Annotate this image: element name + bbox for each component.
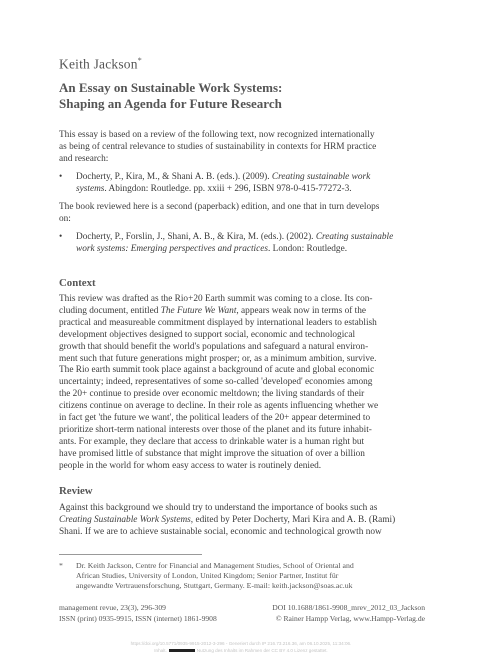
paragraph-span: cluding document, entitled: [59, 305, 161, 316]
reference-line: [76, 184, 425, 196]
paragraph-line: uncertainty; indeed, representatives of some so-called 'developed' economies among: [59, 377, 373, 388]
footnote-line[interactable]: angewandte Vertrauensforschung, Stuttgart, Germany. E-mail: keith.jackson@soas.ac.uk: [76, 581, 353, 590]
section-heading-context: Context: [59, 277, 96, 289]
paragraph-line: [59, 306, 425, 318]
journal-citation: management revue, 23(3), 296-309: [59, 603, 166, 612]
footnote-line: Dr. Keith Jackson, Centre for Financial and Management Studies, School of Oriental and: [76, 561, 354, 570]
paragraph-line: the 20+ continue to preside over economic meltdown; the living standards of their: [59, 389, 365, 400]
footnote-mark: *: [59, 561, 63, 570]
paragraph-line: ants. For example, they declare that access to drinkable water is a human right but: [59, 436, 365, 447]
title-line-1: An Essay on Sustainable Work Systems:: [59, 80, 283, 95]
section-heading-review: Review: [59, 485, 93, 497]
context-paragraph: [59, 294, 425, 473]
paragraph-line: citizens continue on average to decline. In their role as agents influencing whether we: [59, 401, 379, 412]
reference-publisher: . Abingdon: Routledge. pp. xxiii + 296, ISBN 978-0-415-77272-3.: [104, 183, 352, 194]
paragraph-line: Against this background we should try to understand the importance of books such as: [59, 503, 378, 513]
article-title: [59, 80, 439, 112]
note-line: The book reviewed here is a second (paperback) edition, and one that in turn develops: [59, 202, 380, 212]
reference-title-cont: systems: [76, 183, 105, 194]
author-name-text: Keith Jackson: [59, 56, 138, 72]
download-stamp-line-2: [0, 648, 482, 653]
footnote-text: [76, 561, 425, 591]
paragraph-line: Shani. If we are to achieve sustainable social, economic and technological growth now: [59, 526, 382, 537]
bullet-marker: •: [59, 232, 63, 242]
reference-authors: Docherty, P., Forslin, J., Shani, A. B., & Kira, M. (eds.). (2002).: [76, 232, 316, 242]
paragraph-line: prioritize short-term national interests over those of the planet and its future inhabit-: [59, 424, 372, 435]
author-footnote-mark[interactable]: *: [137, 56, 142, 65]
paragraph-line: practical and measureable commitment displayed by international leaders to establish: [59, 317, 377, 328]
document-title-italic: The Future We Want: [160, 305, 237, 316]
reference-text: [76, 232, 425, 256]
paragraph-line: in fact get 'the future we want', the political leaders of the 20+ appear determined to: [59, 413, 371, 424]
reference-publisher: . London: Routledge.: [268, 243, 348, 254]
reference-line: [76, 244, 425, 256]
reference-title: Creating sustainable work: [271, 172, 371, 182]
license-text[interactable]: Nutzung des Inhalts im Rahmen der CC BY 4.0 Lizenz gestattet.: [196, 648, 328, 653]
reference-title: Creating sustainable: [315, 232, 394, 242]
reference-authors: Docherty, P., Kira, M., & Shani A. B. (eds.). (2009).: [76, 172, 272, 182]
publisher-link[interactable]: © Rainer Hampp Verlag, www.Hampp-Verlag.de: [275, 614, 425, 623]
reference-title-cont: work systems: Emerging perspectives and practices: [76, 243, 269, 254]
reference-line: [76, 172, 425, 184]
paragraph-line: growth that should benefit the world's populations and safeguard a natural environ-: [59, 341, 369, 352]
paragraph-line: The Rio earth summit took place against a background of acute and global economic: [59, 365, 375, 376]
bullet-marker: •: [59, 172, 63, 182]
paragraph-line: have promised little of substance that might improve the situation of over a billion: [59, 448, 365, 459]
book-title-italic: Creating Sustainable Work Systems: [59, 514, 191, 525]
reviewed-edition-note: [59, 202, 425, 226]
paragraph-span: , edited by Peter Docherty, Mari Kira and A. B. (Rami): [190, 514, 396, 525]
doi-link[interactable]: DOI 10.1688/1861-9908_mrev_2012_03_Jackson: [272, 603, 425, 612]
stamp-text: Inhalt.: [154, 648, 167, 653]
paragraph-line: development objectives designed to support social, economic and technological: [59, 329, 356, 340]
footnote-divider: [59, 554, 202, 555]
title-line-2: Shaping an Agenda for Future Research: [59, 96, 282, 111]
paragraph-span: , appears weak now in terms of the: [236, 305, 367, 316]
paragraph-line: ment such that future generations might prosper; or, as a minimum ambition, survive.: [59, 353, 377, 364]
paragraph-line: people in the world for whom easy access to water is routinely denied.: [59, 460, 322, 471]
paragraph-line: This review was drafted as the Rio+20 Earth summit was coming to a close. Its con-: [59, 294, 373, 304]
review-paragraph: [59, 503, 425, 539]
intro-paragraph: [59, 130, 425, 166]
intro-line: and research:: [59, 153, 109, 164]
intro-line: as being of central relevance to studies of sustainability in contexts for HRM practice: [59, 141, 377, 152]
redaction-bar: [169, 649, 195, 652]
issn-text: ISSN (print) 0935-9915, ISSN (internet) 1861-9908: [59, 614, 217, 623]
reference-text: [76, 172, 425, 196]
author-name: [59, 56, 142, 73]
reference-line: [76, 232, 425, 244]
footnote-line: African Studies, University of London, United Kingdom; Senior Partner, Institut für: [76, 571, 339, 580]
download-stamp-line-1: https://doi.org/10.5771/0935-9915-2012-3-296 - Generiert durch IP 216.73.216.36, am 06.10.2025, 11:34:06.: [130, 641, 352, 646]
paragraph-line: [59, 515, 425, 527]
intro-line: This essay is based on a review of the following text, now recognized internationally: [59, 130, 375, 140]
note-line: on:: [59, 213, 71, 224]
